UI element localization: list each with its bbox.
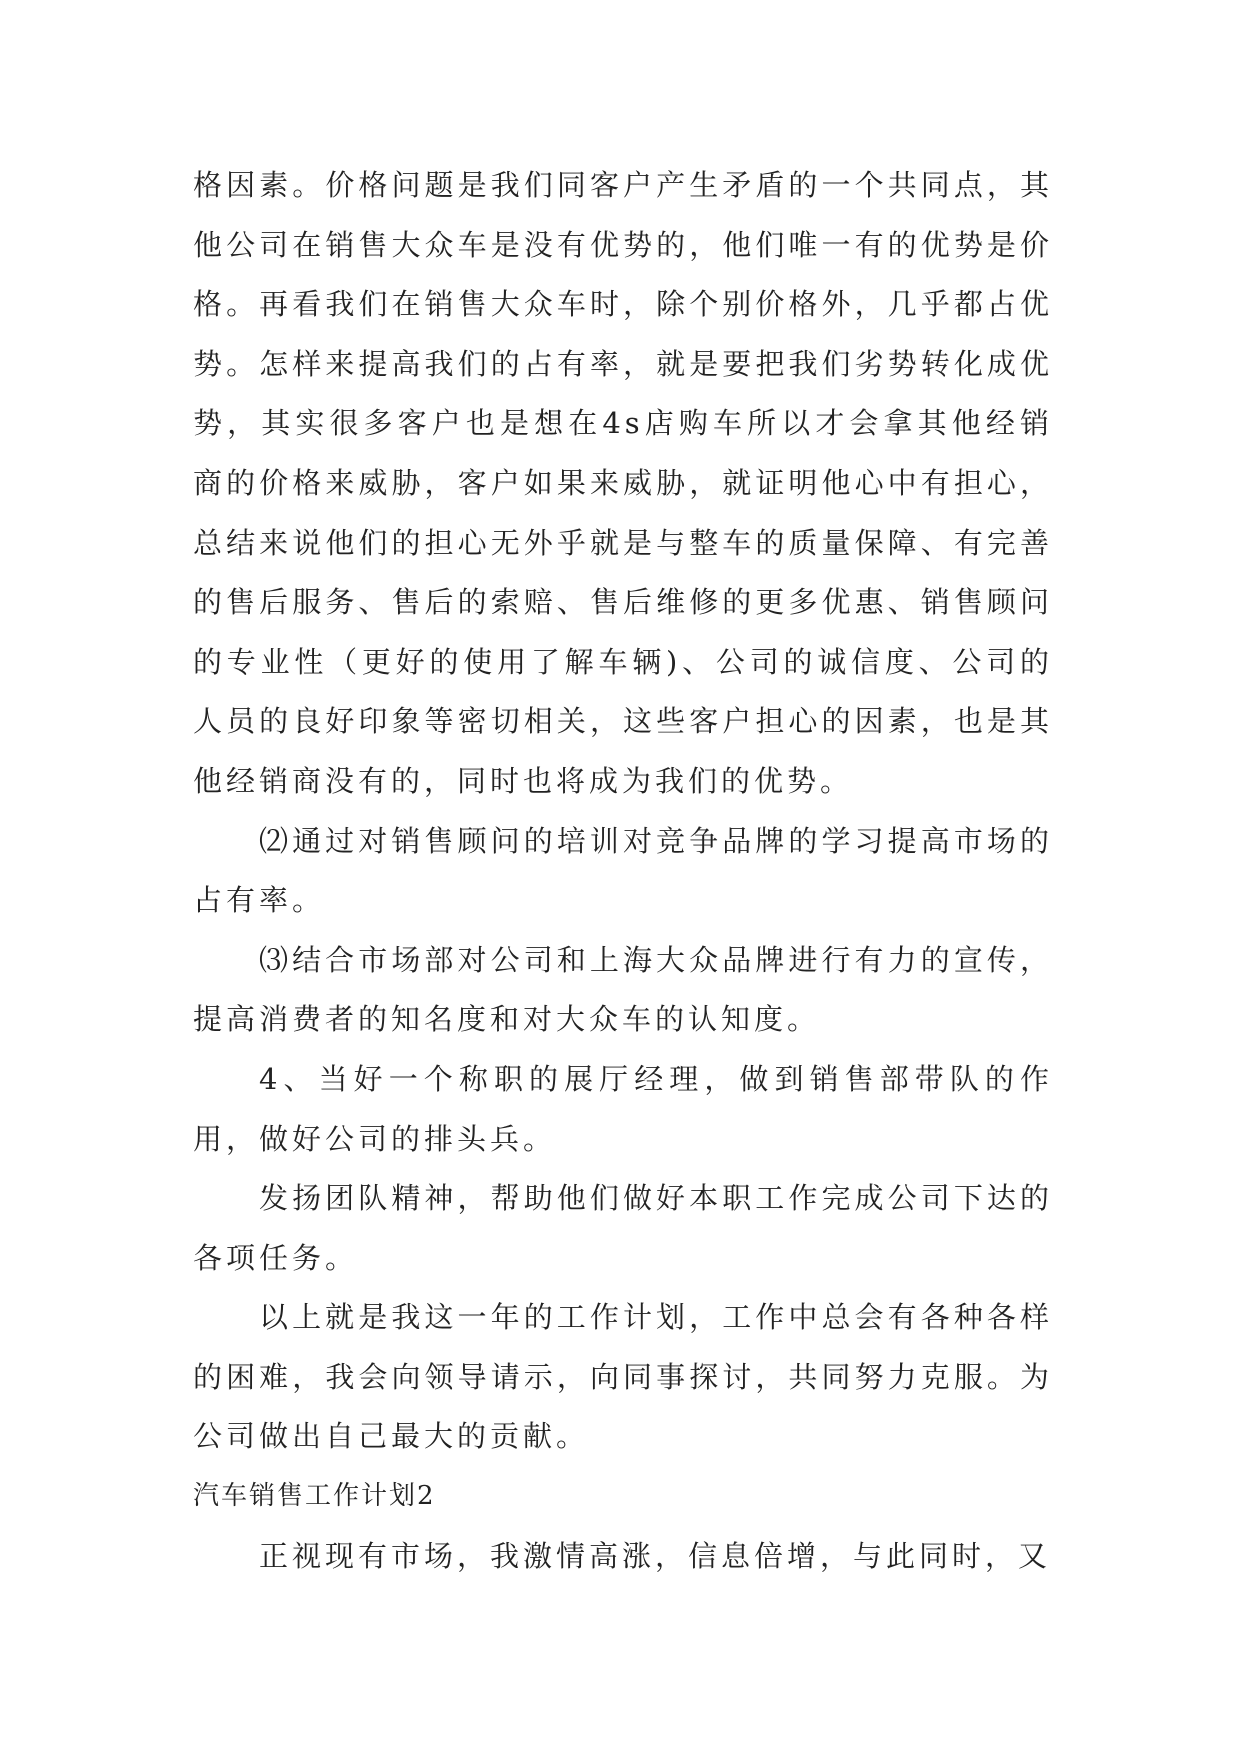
paragraph-conclusion: 以上就是我这一年的工作计划，工作中总会有各种各样的困难，我会向领导请示，向同事探讨，共同努力克服。为公司做出自己最大的贡献。 xyxy=(193,1300,1053,1454)
paragraph-price-factors: 格因素。价格问题是我们同客户产生矛盾的一个共同点，其他公司在销售大众车是没有优势的，他们唯一有的优势是价格。再看我们在销售大众车时，除个别价格外，几乎都占优势。怎样来提高我们的占有率，就是要把我们劣势转化成优势，其实很多客户也是想在4s店购车所以才会拿其他经销商的价格来威胁，客户如果来威胁，就证明他心中有担心，总结来说他们的担心无外乎就是与整车的质量保障、有完善的售后服务、售后的索赔、售后维修的更多优惠、销售顾问的专业性（更好的使用了解车辆)、公司的诚信度、公司的人员的良好印象等密切相关，这些客户担心的因素，也是其他经销商没有的，同时也将成为我们的优势。 xyxy=(193,168,1053,798)
section-title: 汽车销售工作计划2 xyxy=(193,1481,436,1512)
paragraph-showroom-manager: 4、当好一个称职的展厅经理，做到销售部带队的作用，做好公司的排头兵。 xyxy=(193,1061,1053,1156)
paragraph-team-spirit: 发扬团队精神，帮助他们做好本职工作完成公司下达的各项任务。 xyxy=(193,1181,1053,1275)
paragraph-sales-training: ⑵通过对销售顾问的培训对竞争品牌的学习提高市场的占有率。 xyxy=(193,823,1053,918)
paragraph-market-outlook: 正视现有市场，我激情高涨，信息倍增，与此同时，又 xyxy=(259,1538,1052,1573)
document-body xyxy=(193,156,1053,1586)
paragraph-marketing: ⑶结合市场部对公司和上海大众品牌进行有力的宣传，提高消费者的知名度和对大众车的认知度。 xyxy=(193,942,1053,1037)
